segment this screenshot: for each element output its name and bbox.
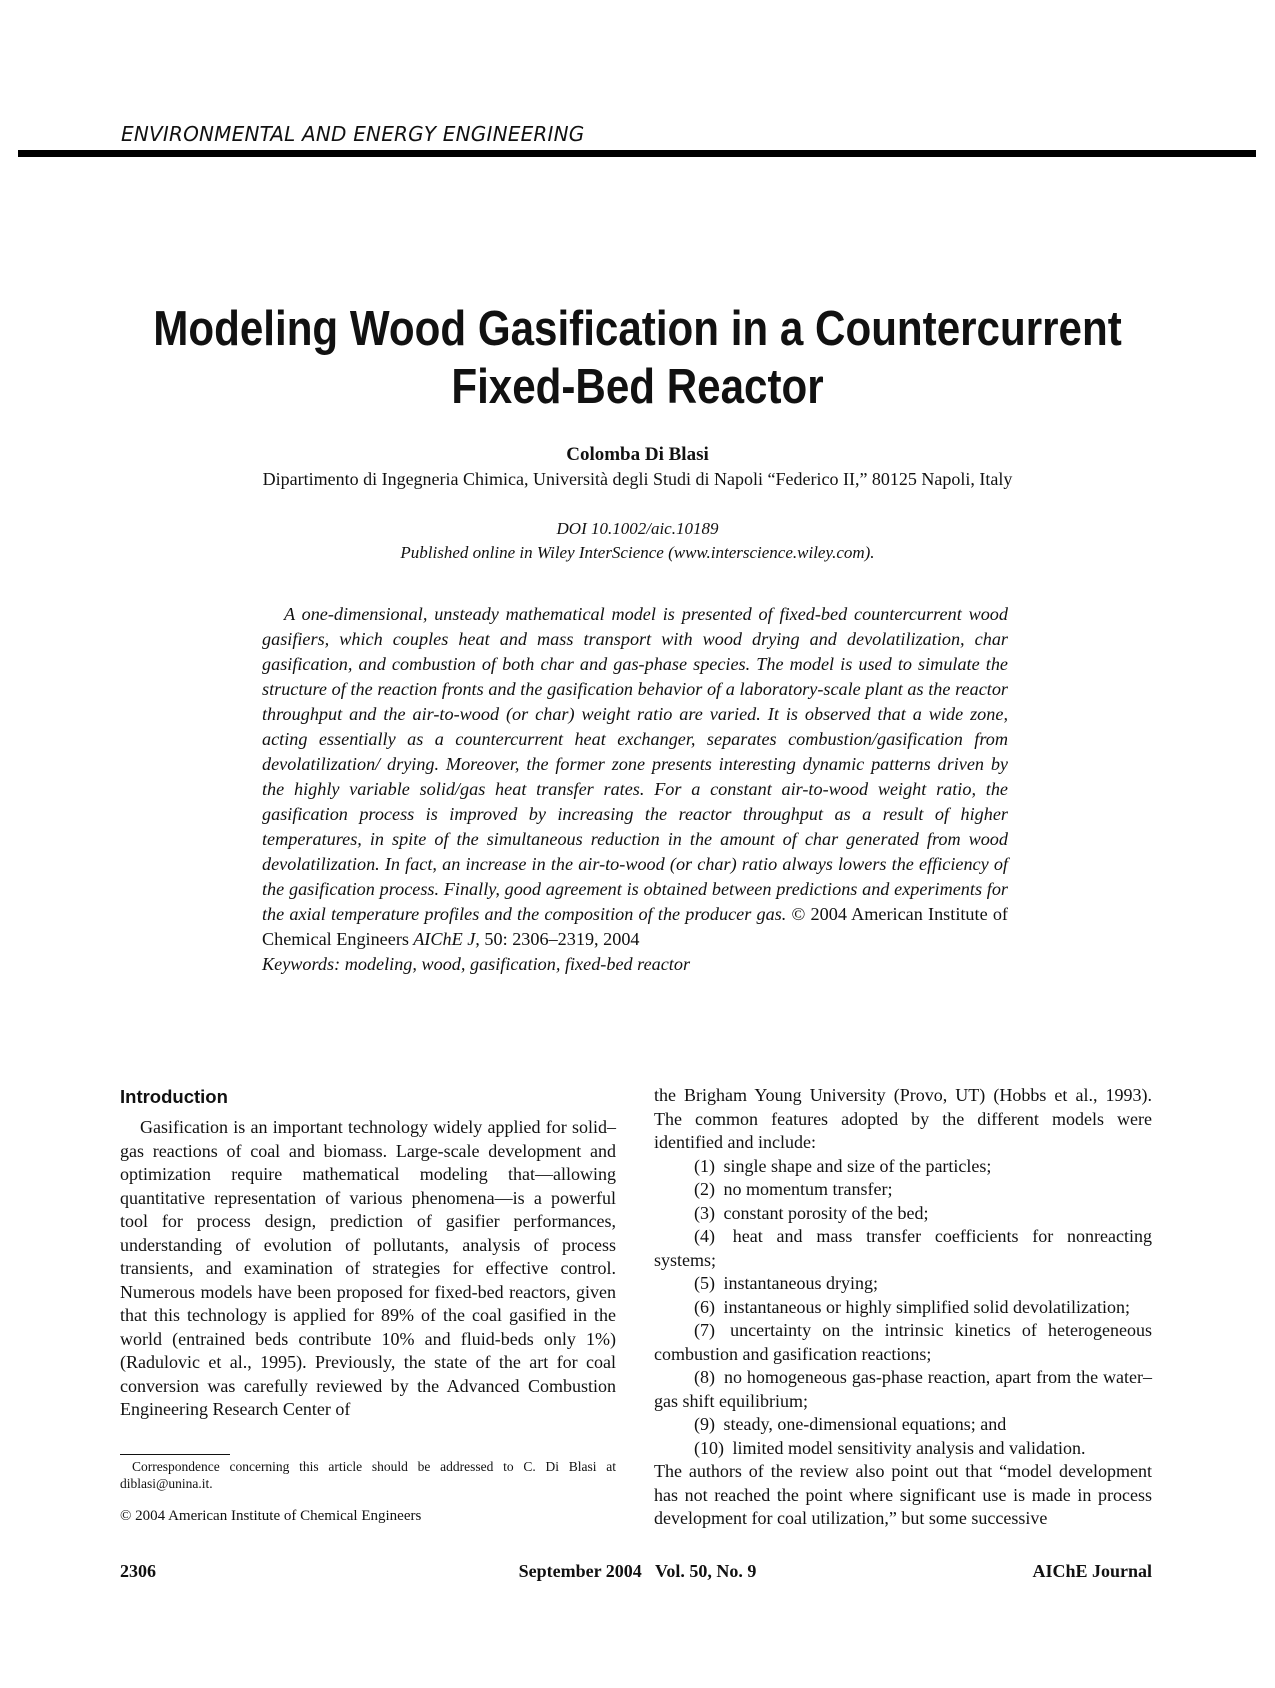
list-item: (10) limited model sensitivity analysis and validation. (694, 1437, 1086, 1458)
abstract-body (262, 602, 1008, 952)
title-line-1: Modeling Wood Gasification in a Countercurrent (153, 302, 1122, 356)
abstract-text: A one-dimensional, unsteady mathematical model is presented of fixed-bed countercurrent wood gasifiers, which couples heat and mass transport with wood drying and devolatilization, char gasification, and combustion of both char and gas-phase species. The model is used to simulate the structure of the reaction fronts and the gasification behavior of a laboratory-scale plant as the reactor throughput and the air-to-wood (or char) weight ratio are varied. It is observed that a wide zone, acting essentially as a countercurrent heat exchanger, separates combustion/gasification from devolatilization/ drying. Moreover, the former zone presents interesting dynamic patterns driven by the highly variable solid/gas heat transfer rates. For a constant air-to-wood weight ratio, the gasification process is improved by increasing the reactor throughput as a result of higher temperatures, in spite of the simultaneous reduction in the amount of char generated from wood devolatilization. In fact, an increase in the air-to-wood (or char) ratio always lowers the efficiency of the gasification process. Finally, good agreement is obtained between predictions and experiments for the axial temperature profiles and the composition of the producer gas. (262, 604, 1008, 924)
list-item: (1) single shape and size of the particles; (694, 1155, 992, 1176)
list-item: (9) steady, one-dimensional equations; and (694, 1414, 1007, 1434)
published-online: Published online in Wiley InterScience (www.interscience.wiley.com). (400, 543, 875, 562)
keywords-list: modeling, wood, gasification, fixed-bed reactor (344, 954, 691, 974)
abstract (262, 602, 1008, 977)
column-left (120, 1086, 616, 1422)
keywords (262, 952, 1008, 977)
abstract-journal: AIChE J, (413, 929, 480, 949)
doi: DOI 10.1002/aic.10189 (556, 519, 719, 538)
correspondence-footnote: Correspondence concerning this article should be addressed to C. Di Blasi at diblasi@unina.it. (120, 1459, 616, 1491)
author-name: Colomba Di Blasi (566, 444, 709, 465)
title-line-2: Fixed-Bed Reactor (451, 360, 824, 414)
list-item: (3) constant porosity of the bed; (694, 1202, 929, 1223)
copyright-note: © 2004 American Institute of Chemical Engineers (120, 1508, 422, 1524)
intro-paragraph-2: the Brigham Young University (Provo, UT) (Hobbs et al., 1993). The common features adopted by the different models were identified and include: (654, 1085, 1152, 1152)
footer-issue: September 2004 Vol. 50, No. 9 (518, 1561, 757, 1581)
footer-page-number: 2306 (120, 1561, 156, 1581)
intro-paragraph-1: Gasification is an important technology widely applied for solid–gas reactions of coal and biomass. Large-scale development and optimization require mathematical modeling that—allowing quantitative representation of various phenomena—is a powerful tool for process design, prediction of gasifier performances, understanding of evolution of pollutants, analysis of process transients, and examination of strategies for effective control. Numerous models have been proposed for fixed-bed reactors, given that this technology is applied for 89% of the coal gasified in the world (entrained beds contribute 10% and fluid-beds only 1%) (Radulovic et al., 1995). Previously, the state of the art for coal conversion was carefully reviewed by the Advanced Combustion Engineering Research Center of (120, 1117, 616, 1419)
section-heading-introduction: Introduction (120, 1086, 228, 1107)
footnote-rule (120, 1454, 230, 1455)
footer-journal: AIChE Journal (1032, 1561, 1152, 1581)
list-item: (6) instantaneous or highly simplified solid devolatilization; (694, 1296, 1130, 1317)
keywords-label: Keywords: (262, 954, 341, 974)
abstract-citation: 50: 2306–2319, 2004 (484, 929, 640, 949)
column-right (654, 1084, 1152, 1531)
model-features-list (654, 1155, 1152, 1461)
list-item: (8) no homogeneous gas-phase reaction, apart from the water–gas shift equilibrium; (654, 1367, 1152, 1411)
intro-paragraph-3: The authors of the review also point out that “model development has not reached the point where significant use is made in process development for coal utilization,” but some successive (654, 1461, 1152, 1528)
list-item: (7) uncertainty on the intrinsic kinetics of heterogeneous combustion and gasification reactions; (654, 1320, 1153, 1364)
author-affiliation: Dipartimento di Ingegneria Chimica, Università degli Studi di Napoli “Federico II,” 80125 Napoli, Italy (262, 469, 1013, 489)
header-rule (18, 150, 1256, 157)
list-item: (2) no momentum transfer; (694, 1179, 893, 1199)
paper-title (89, 300, 1186, 416)
list-item: (5) instantaneous drying; (694, 1273, 878, 1293)
abstract-copyright: © 2004 American Institute of Chemical Engineers (262, 904, 1008, 949)
section-header: ENVIRONMENTAL AND ENERGY ENGINEERING (121, 122, 585, 146)
list-item: (4) heat and mass transfer coefficients for nonreacting systems; (654, 1226, 1153, 1270)
